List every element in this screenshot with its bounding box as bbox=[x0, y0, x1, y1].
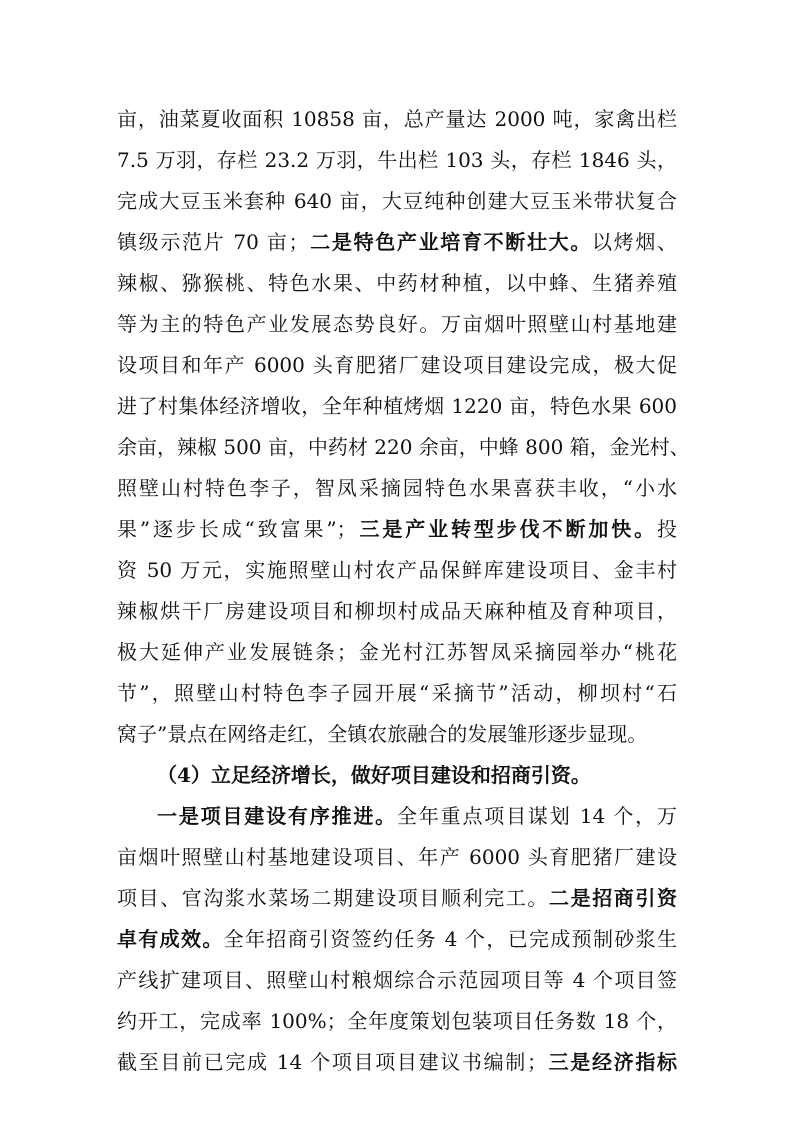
text-line: 等为主的特色产业发展态势良好。万亩烟叶照壁山村基地建 bbox=[117, 312, 677, 336]
text-line: 资 50 万元，实施照壁山村农产品保鲜库建设项目、金丰村 bbox=[117, 558, 677, 582]
text-line: 果”逐步长成“致富果”；三是产业转型步伐不断加快。投 bbox=[117, 517, 677, 541]
text-line: 一是项目建设有序推进。全年重点项目谋划 14 个，万 bbox=[157, 804, 678, 828]
text-line: 亩，油菜夏收面积 10858 亩，总产量达 2000 吨，家禽出栏 bbox=[117, 107, 677, 131]
text-line: 窝子”景点在网络走红，全镇农旅融合的发展雏形逐步显现。 bbox=[117, 722, 648, 746]
text-line: 设项目和年产 6000 头育肥猪厂建设项目建设完成，极大促 bbox=[117, 353, 677, 377]
section-heading: （4）立足经济增长，做好项目建设和招商引资。 bbox=[157, 763, 591, 787]
text-line: 极大延伸产业发展链条；金光村江苏智凤采摘园举办“桃花 bbox=[117, 640, 677, 664]
text-line: 亩烟叶照壁山村基地建设项目、年产 6000 头育肥猪厂建设 bbox=[117, 845, 677, 869]
text-line: 进了村集体经济增收，全年种植烤烟 1220 亩，特色水果 600 bbox=[117, 394, 677, 418]
text-line: 辣椒、猕猴桃、特色水果、中药材种植，以中蜂、生猪养殖 bbox=[117, 271, 677, 295]
text-line: 完成大豆玉米套种 640 亩，大豆纯种创建大豆玉米带状复合 bbox=[117, 189, 677, 213]
text-line: 节”，照壁山村特色李子园开展“采摘节”活动，柳坝村“石 bbox=[117, 681, 677, 705]
text-line: 产线扩建项目、照壁山村粮烟综合示范园项目等 4 个项目签 bbox=[117, 968, 677, 992]
text-line: 截至目前已完成 14 个项目项目建议书编制；三是经济指标 bbox=[117, 1050, 677, 1074]
text-line: 余亩，辣椒 500 亩，中药材 220 余亩，中蜂 800 箱，金光村、 bbox=[117, 435, 690, 459]
text-line: 7.5 万羽，存栏 23.2 万羽，牛出栏 103 头，存栏 1846 头， bbox=[117, 148, 677, 172]
text-line: 镇级示范片 70 亩；二是特色产业培育不断壮大。以烤烟、 bbox=[117, 230, 678, 254]
text-line: 约开工，完成率 100%；全年度策划包装项目任务数 18 个， bbox=[117, 1009, 677, 1033]
text-line: 辣椒烘干厂房建设项目和柳坝村成品天麻种植及育种项目， bbox=[117, 599, 677, 623]
text-line: 项目、官沟浆水菜场二期建设项目顺利完工。二是招商引资 bbox=[117, 886, 678, 910]
text-line: 卓有成效。全年招商引资签约任务 4 个，已完成预制砂浆生 bbox=[117, 927, 677, 951]
text-line: 照壁山村特色李子，智凤采摘园特色水果喜获丰收，“小水 bbox=[117, 476, 677, 500]
